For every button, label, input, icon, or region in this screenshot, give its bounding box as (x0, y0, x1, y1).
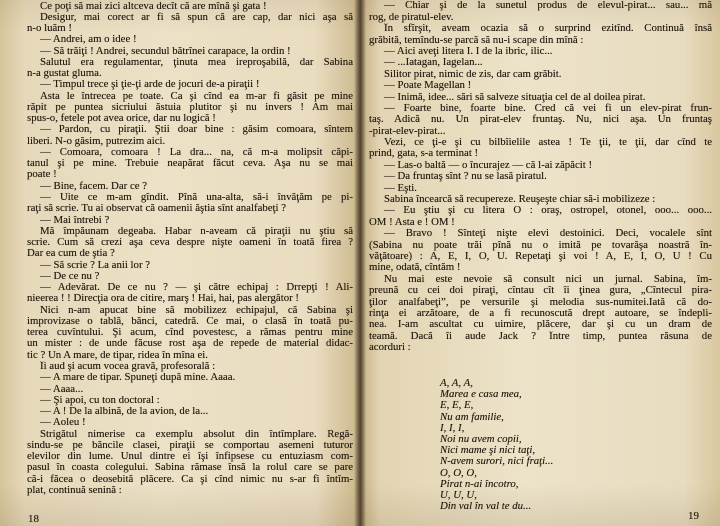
text-line: — Comoara, comoara ! La dra... na, că m-a molipsit căpi- (40, 146, 353, 158)
text-line: -pirat-elev-pirat... (369, 125, 446, 137)
poem-line: Din val în val te du... (440, 500, 532, 513)
text-line: poate ! (27, 169, 57, 181)
text-line: tic ? Un A mare, de tipar, ridea în mîna ei. (27, 349, 208, 361)
paragraph (369, 160, 712, 171)
paragraph (27, 372, 353, 383)
paragraph (27, 147, 353, 181)
paragraph (27, 57, 353, 80)
text-line: liberi. N-o găsim, putrezim aici. (27, 135, 166, 147)
paragraph (27, 226, 353, 260)
poem-line: E, E, E, (440, 399, 474, 412)
text-line: — Las-o baltă — o încurajez — că l-ai zăpăcit ! (384, 159, 593, 171)
text-line: — Timpul trece şi ţie-ţi arde de jocuri de-a piraţii ! (40, 79, 260, 91)
text-line: mine, odată, cîntăm ! (369, 262, 461, 274)
text-line: În sfîrşit, aveam ocazia să o surprind ezitînd. Continuă însă (384, 23, 712, 35)
paragraph (369, 0, 712, 23)
paragraph (369, 274, 712, 354)
poem-line: Marea e casa mea, (440, 388, 522, 401)
paragraph (27, 46, 353, 57)
text-line: că-i făcea o deosebită plăcere. Ca şi cînd nimic nu s-ar fi întîm- (27, 473, 353, 485)
text-line: — Andrei, am o idee ! (40, 34, 137, 46)
text-line: — Să scrie ? La anii lor ? (40, 259, 151, 271)
text-line: — Uite ce m-am gîndit. Pînă una-alta, să-i învăţăm pe pi- (40, 192, 353, 204)
text-line: — Bravo ! Sînteţi nişte elevi destoinici. Deci, vocalele sînt (384, 228, 712, 240)
text-line: n-a gustat gluma. (27, 68, 102, 80)
text-line: — Eu ştiu şi cu litera O : oraş, ostropel, otonel, ooo... ooo... (384, 205, 712, 217)
paragraph (27, 1, 353, 12)
poem-line: Nici mame şi nici taţi, (440, 444, 536, 457)
text-line: — Pardon, cu piraţii. Ştii doar bine : găsim comoara, sîntem (40, 124, 353, 136)
text-line: — Adevărat. De ce nu ? — şi către echipaj : Drrepţi ! Ali- (40, 282, 353, 294)
text-line: nea. I-am ascultat cu uimire, plăcere, dar şi cu un dram de (369, 319, 712, 331)
text-line: grăbită, temîndu-se parcă să nu-i scape din mînă : (369, 34, 584, 46)
paragraph (369, 46, 712, 57)
paragraph (27, 429, 353, 497)
text-line: — Aici aveţi litera I. I de la ibric, ilic... (384, 45, 553, 57)
poem-line: Nu am familie, (440, 410, 504, 423)
text-line: n-o luăm ! (27, 23, 72, 35)
text-line: Asta le întrecea pe toate. Ca şi cînd ea m-ar fi găsit pe mine (40, 90, 353, 102)
text-line: nieerea ! ! Direcţia ora de citire, marş ! Hai, hai, pas alergător ! (27, 293, 299, 305)
paragraph (369, 183, 712, 194)
poem-line: Pirat n-ai încotro, (440, 477, 519, 490)
text-line: văţătoare) : A, E, I, O, U. Repetaţi şi voi ! A, E, I, O, U ! Cu (369, 250, 712, 262)
poem-line: I, I, I, (440, 421, 465, 434)
text-line: Desigur, mai corect ar fi să spun că are cap, dar nici aşa să (40, 11, 353, 23)
text-line: — A ! De la albină, de la avion, de la... (40, 406, 209, 418)
text-line: — Şi apoi, cu ton doctoral : (40, 394, 160, 406)
paragraph (27, 417, 353, 428)
paragraph (27, 79, 353, 90)
text-line: plat, continuă senină : (27, 484, 122, 496)
text-line: — Mai întrebi ? (40, 214, 110, 226)
text-line: Îi aud şi acum vocea gravă, profesorală : (40, 361, 216, 372)
left-page-text (27, 1, 353, 497)
paragraph (27, 91, 353, 125)
text-line: — Bine, facem. Dar ce ? (40, 180, 148, 192)
text-line: Mă împăunam degeaba. Habar n-aveam că piraţii nu ştiu să (40, 225, 353, 237)
paragraph (27, 12, 353, 35)
text-line: scrie. Cum să crezi aşa ceva despre nişte oameni în toată firea ? (27, 237, 353, 249)
paragraph (369, 205, 712, 228)
paragraph (27, 361, 353, 372)
text-line: — A mare de tipar. Spuneţi după mine. Aaaa. (40, 372, 236, 384)
text-line: — Poate Magellan ! (384, 80, 472, 92)
paragraph (369, 137, 712, 160)
text-line: pasul în coasta colegului. Sabina rămase însă la rolul care se pare (27, 462, 353, 474)
left-page (0, 0, 358, 526)
text-line: (Sabina nu poate trăi pînă nu o imită pe tovarăşa noastră în- (369, 239, 712, 251)
text-line: acorduri : (369, 342, 411, 354)
poem-line: Noi nu avem copii, (440, 432, 522, 445)
paragraph (369, 171, 712, 182)
paragraph (369, 194, 712, 205)
text-line: elevilor din lume. Unul dintre ei îşi înfipsese cu entuziasm com- (27, 451, 353, 463)
text-line: rog, de piratul-elev. (369, 11, 454, 23)
text-line: răpit pe puntea sicriului ăstuia plutitor şi nu invers ! Am mai (27, 101, 353, 113)
text-line: OM ! Asta e ! OM ! (369, 216, 455, 228)
paragraph (369, 69, 712, 80)
text-line: spus-o, fetele pot avea orice, dar nu logică ! (27, 113, 216, 125)
text-line: — Eşti. (384, 182, 417, 194)
text-line: — Aoleu ! (40, 417, 86, 429)
paragraph (369, 228, 712, 274)
page-number-right: 19 (688, 510, 699, 522)
paragraph (27, 282, 353, 305)
text-line: — Foarte bine, foarte bine. Cred că vei fi un elev-pirat frun- (384, 102, 712, 114)
text-line: improvizase o tablă, bănci, catedră. Ce mai, o clasă în toată pu- (27, 315, 353, 327)
text-line: taş. Adică nu. Un pirat-elev fruntaş. Nu, nici aşa. Un fruntaş (369, 114, 712, 126)
paragraph (27, 124, 353, 147)
text-line: Strigătul nimerise ca exemplu absolut din întîmplare. Regă- (40, 428, 353, 440)
text-line: — De ce nu ? (40, 270, 100, 282)
text-line: Nici n-am apucat bine să mobilizez echipajul, că Sabina şi (40, 304, 353, 316)
page-number-left: 18 (28, 513, 39, 525)
paragraph (27, 384, 353, 395)
text-line: — ...Iatagan, Iagelan... (384, 57, 483, 69)
text-line: Sabina încearcă să recupereze. Reuşeşte chiar să-i mobilizeze : (384, 194, 656, 206)
right-page-text (369, 0, 712, 353)
paragraph (27, 215, 353, 226)
paragraph (27, 181, 353, 192)
paragraph (369, 57, 712, 68)
text-line: tanul şi pe mine. Trebuie neapărat făcut ceva. Aşa nu se mai (27, 158, 353, 170)
text-line: teamă. Dacă îi aude Jack ? Între timp, puntea răsuna de (369, 330, 712, 342)
poem-line: N-avem surori, nici fraţi... (440, 455, 554, 468)
text-line: — Chiar şi de la sunetul produs de elevul-pirat... sau... mă (384, 0, 712, 12)
paragraph (27, 34, 353, 45)
text-line: — Aaaa... (40, 383, 84, 395)
text-line: raţi să scrie. Tu ai observat că oamenii ăştia sînt analfabeţi ? (27, 203, 287, 215)
text-line: — Inimă, idee... sări să salveze situaţia cel de al doilea pirat. (384, 91, 646, 103)
paragraph (27, 395, 353, 406)
paragraph (369, 92, 712, 103)
paragraph (369, 103, 712, 137)
text-line: un mister : de unde făcuse rost aşa de repede de material didac- (27, 338, 353, 350)
paragraph (27, 305, 353, 361)
text-line: Salutul era regulamentar, ţinuta mea ireproşabilă, dar Sabina (40, 56, 353, 68)
text-line: Silitor pirat, nimic de zis, dar cam grăbit. (384, 68, 562, 80)
poem-line: O, O, O, (440, 466, 477, 479)
text-line: Ce poţi să mai zici altceva decît că are mînă şi gata ! (40, 0, 267, 12)
book-gutter (354, 0, 366, 526)
paragraph (27, 271, 353, 282)
right-page (362, 0, 720, 526)
poem-line: A, A, A, (440, 377, 473, 389)
song-lyrics (440, 378, 680, 512)
text-line: — Să trăiţi ! Andrei, secundul bătrînei carapace, la ordin ! (40, 45, 291, 57)
paragraph (27, 192, 353, 215)
text-line: Dar ea cum de ştia ? (27, 248, 115, 260)
text-line: rinţa ei arzătoare, de a fi recunoscută drept autoare, se îndepli- (369, 307, 712, 319)
text-line: preună cu cei doi piraţi, cîntau cît îi ţinea gura, „Cîntecul pira- (369, 285, 712, 297)
paragraph (27, 406, 353, 417)
paragraph (369, 23, 712, 46)
text-line: Vezi, ce ţi-e şi cu bilbîielile astea ! Te ţii, te ţii, dar cînd te (384, 137, 712, 149)
paragraph (27, 260, 353, 271)
text-line: — Da fruntaş sînt ? nu se lasă piratul. (384, 171, 547, 183)
text-line: prind, gata, s-a terminat ! (369, 148, 479, 160)
text-line: Nu mai este nevoie să consult nici un jurnal. Sabina, îm- (384, 273, 712, 285)
paragraph (369, 80, 712, 91)
poem-line: U, U, U, (440, 488, 477, 501)
text-line: terea cuvîntului. Şi acum, cînd povestesc, a rămas pentru mine (27, 327, 353, 339)
text-line: sindu-se pe băncile clasei, piraţii se comportau asemeni tuturor (27, 439, 353, 451)
text-line: ţilor analfabeţi”, pe versurile şi melodia sus-numitei.Iată că do- (369, 296, 712, 308)
